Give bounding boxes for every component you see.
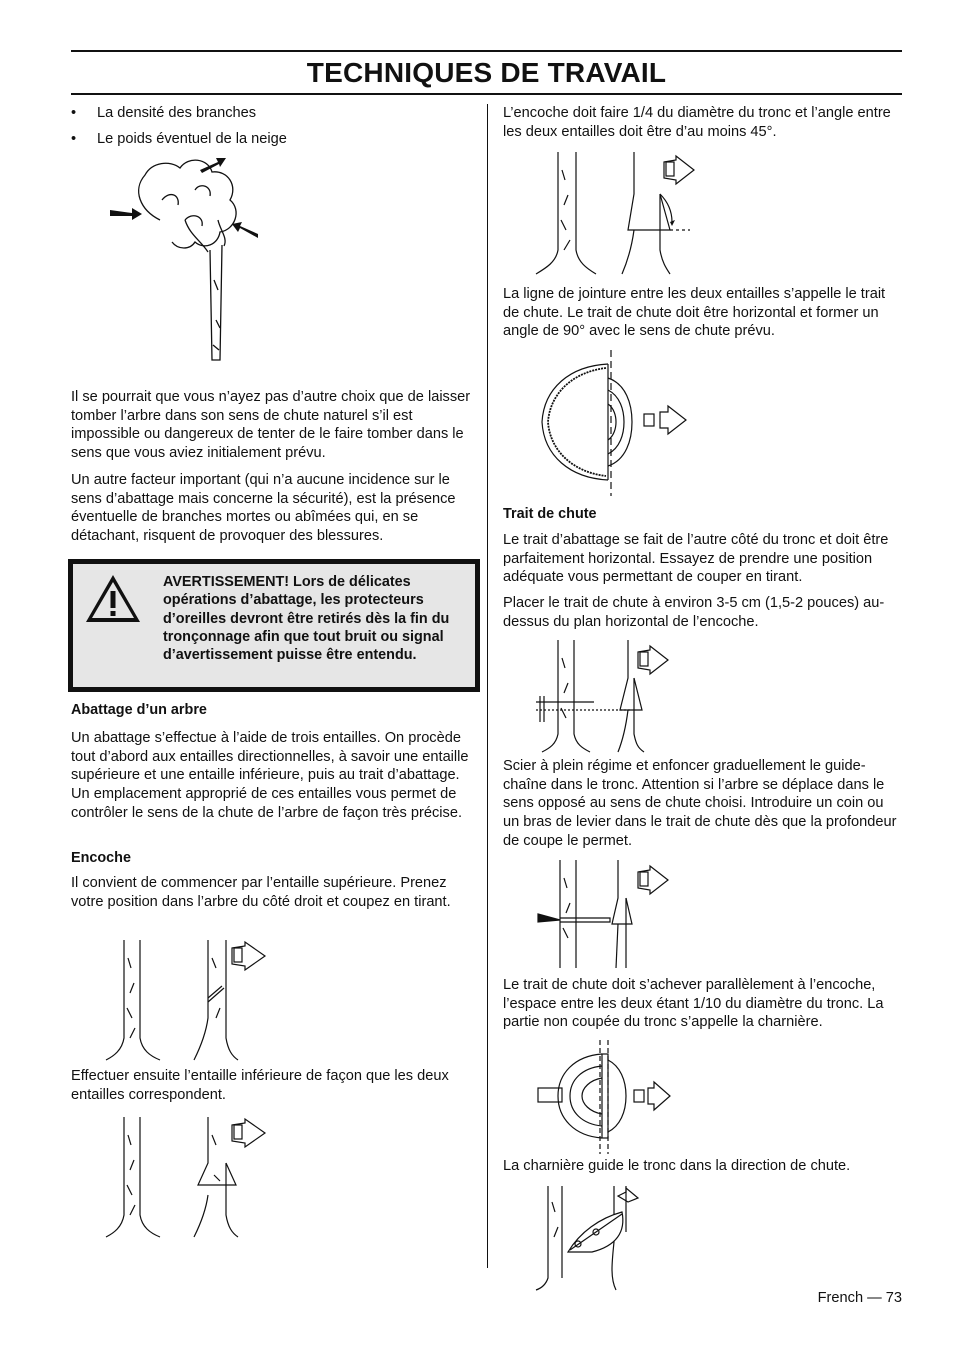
paragraph: Un autre facteur important (qui n’a aucune incidence sur le sens d’abattage mais concerne la sécurité), est la présence éventuelle de branches mortes ou abîmées qui, en se détachant, risquent de provoquer des blessures. bbox=[71, 472, 456, 545]
lower-cut-illustration bbox=[100, 1115, 280, 1243]
notch-angle-illustration bbox=[530, 150, 710, 280]
felling-direction-top-view bbox=[530, 348, 700, 498]
section-heading: Trait de chute bbox=[503, 506, 597, 522]
paragraph: Effectuer ensuite l’entaille inférieure de façon que les deux entailles correspondent. bbox=[71, 1068, 449, 1103]
paragraph: L’encoche doit faire 1/4 du diamètre du tronc et l’angle entre les deux entailles doit être d’au moins 45°. bbox=[503, 105, 891, 140]
paragraph: Il se pourrait que vous n’ayez pas d’autre choix que de laisser tomber l’arbre dans son sens de chute naturel s’il est impossible ou dangereux de tenter de le faire tomber dans le sens que vous aviez initialement prévu. bbox=[71, 389, 471, 462]
hinge-guide-illustration bbox=[530, 1182, 650, 1292]
paragraph: Un abattage s’effectue à l’aide de trois entailles. On procède tout d’abord aux entailles directionnelles, à savoir une entaille supérieure et une entaille inférieure, puis au trait d’abattage. Un emplacement approprié de ces entailles vous permet de contrôler le sens de la chute de l’arbre de façon très précise. bbox=[71, 730, 469, 821]
bullet-text: La densité des branches bbox=[97, 105, 257, 121]
header-rule-top bbox=[71, 50, 902, 52]
paragraph: La ligne de jointure entre les deux entailles s’appelle le trait de chute. Le trait de chute doit être horizontal et former un angle de 90° avec le sens de chute prévu. bbox=[503, 286, 886, 340]
hinge-top-view-illustration bbox=[530, 1038, 710, 1156]
paragraph: Il convient de commencer par l’entaille supérieure. Prenez votre position dans l’arbre du côté droit et coupez en tirant. bbox=[71, 875, 451, 910]
page-title: TECHNIQUES DE TRAVAIL bbox=[306, 57, 667, 88]
column-divider bbox=[487, 104, 488, 1268]
felling-cut-bar-illustration bbox=[530, 858, 710, 973]
warning-text: AVERTISSEMENT! Lors de délicates opérations d’abattage, les protecteurs d’oreilles devront être retirés dès la fin du tronçonnage afin que tout bruit ou signal d’avertissement puisse être entendu. bbox=[163, 574, 450, 664]
paragraph: Scier à plein régime et enfoncer graduellement le guide-chaîne dans le tronc. Attention si l’arbre se déplace dans le sens opposé au sens de chute choisi. Introduire un coin ou un bras de levier dans le trait de chute dès que la profondeur de coupe le permet. bbox=[503, 758, 897, 849]
warning-box bbox=[68, 559, 480, 692]
section-heading: Encoche bbox=[71, 850, 131, 866]
paragraph: Le trait de chute doit s’achever parallèlement à l’encoche, l’espace entre les deux étant 1/10 du diamètre du tronc. La partie non coupée du tronc s’appelle la charnière. bbox=[503, 977, 884, 1031]
paragraph: La charnière guide le tronc dans la direction de chute. bbox=[503, 1158, 851, 1174]
bullet-text: Le poids éventuel de la neige bbox=[97, 131, 287, 147]
felling-cut-height-illustration bbox=[530, 638, 710, 756]
tree-forces-illustration bbox=[100, 150, 270, 390]
paragraph: Placer le trait de chute à environ 3-5 cm (1,5-2 pouces) au-dessus du plan horizontal de l’encoche. bbox=[503, 595, 885, 630]
upper-cut-illustration bbox=[100, 938, 280, 1066]
header-rule-bottom bbox=[71, 93, 902, 95]
paragraph: Le trait d’abattage se fait de l’autre côté du tronc et doit être parfaitement horizontal. Essayez de prendre une position adéquate vous permettant de couper en tirant. bbox=[503, 532, 889, 586]
section-heading: Abattage d’un arbre bbox=[71, 702, 207, 718]
warning-icon bbox=[83, 572, 143, 626]
page-footer: French — 73 bbox=[817, 1290, 902, 1306]
